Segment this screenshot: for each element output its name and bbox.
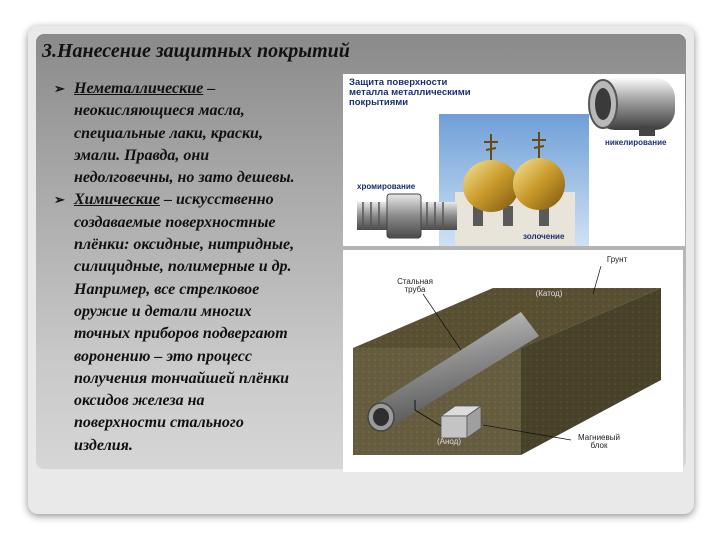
arrow-bullet-icon: ➢: [54, 192, 65, 208]
label-protector-line: Магниевый: [578, 433, 620, 442]
bullet-nonmetallic: [54, 78, 344, 189]
metal-coatings-image: [343, 74, 685, 246]
bullet-lead: Неметаллические: [74, 80, 204, 97]
bullet-line: создаваемые поверхностные: [74, 213, 276, 231]
label-protector-line: блок: [590, 441, 608, 450]
heading-line: металла металлическими: [349, 87, 471, 98]
bullet-line: точных приборов подвергают: [74, 325, 288, 343]
label-gold: золочение: [523, 232, 565, 241]
label-pipe-line: Стальная: [397, 277, 433, 286]
heading-line: Защита поверхности: [349, 77, 448, 88]
bullet-line: оружие и детали многих: [74, 302, 252, 320]
bullet-line: силицидные, полимерные и др.: [74, 258, 292, 276]
heading-line: покрытиями: [349, 97, 409, 108]
arrow-bullet-icon: ➢: [54, 81, 65, 96]
bullet-line: Например, все стрелковое: [74, 280, 260, 298]
cathodic-protection-diagram: [343, 250, 683, 472]
bullet-line: специальные лаки, краски,: [74, 124, 263, 142]
metal-heading: [349, 78, 471, 108]
bullet-line: –: [203, 80, 216, 97]
bullet-line: воронению – это процесс: [74, 347, 252, 365]
bullet-line: недолговечны, но зато дешевы.: [74, 169, 295, 187]
label-pipe: [385, 278, 445, 294]
label-chrome: хромирование: [357, 182, 416, 191]
label-nickel: никелирование: [605, 138, 667, 147]
bullet-line: поверхности стального: [74, 414, 244, 432]
bullet-lead: Химические: [74, 191, 160, 209]
slide-title: 3.Нанесение защитных покрытий: [42, 40, 350, 62]
bullet-line: неокисляющиеся масла,: [74, 102, 245, 120]
bullet-line: оксидов железа на: [74, 392, 205, 410]
label-anode: (Анод): [436, 437, 462, 446]
bullet-chemical: [54, 189, 344, 457]
slide-body: [54, 78, 344, 457]
bullet-line: плёнки: оксидные, нитридные,: [74, 236, 295, 254]
label-soil: Грунт: [606, 255, 628, 264]
bullet-line: изделия.: [74, 436, 133, 454]
label-cathode: (Катод): [535, 289, 563, 298]
bullet-line: – искусственно: [159, 191, 274, 209]
bullet-line: получения тончайшей плёнки: [74, 369, 289, 387]
label-pipe-line: труба: [404, 285, 426, 294]
bullet-line: эмали. Правда, они: [74, 146, 210, 164]
label-protector: [567, 434, 631, 450]
